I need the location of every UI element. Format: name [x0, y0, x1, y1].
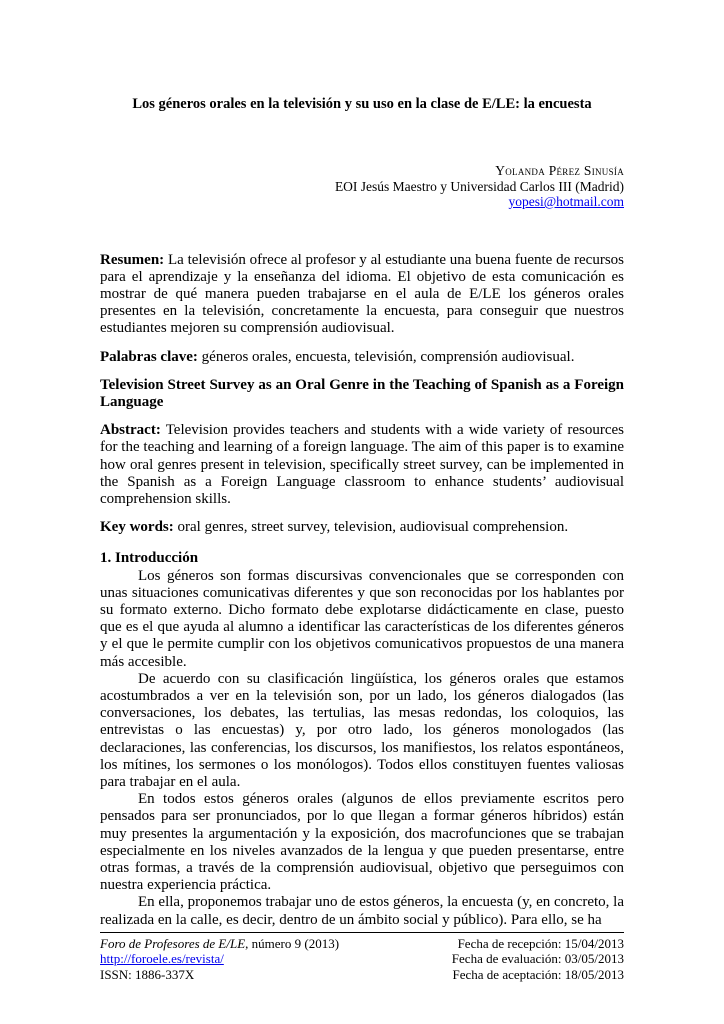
keywords-paragraph: [100, 519, 624, 536]
journal-url: [100, 951, 339, 967]
journal-line: [100, 936, 339, 952]
intro-paragraph-4: En ella, proponemos trabajar uno de estos géneros, la encuesta (y, en concreto, la realizada en la calle, es decir, dentro de un ámbito social y público). Para ello, se ha: [100, 894, 624, 928]
evaluation-date: Fecha de evaluación: 03/05/2013: [451, 951, 624, 966]
abstract-text: Television provides teachers and students with a wide variety of resources for the teaching and learning of a foreign language. The aim of this paper is to examine how oral genres present in television, specifically street survey, can be implemented in the Spanish as a Foreign Language classroom to enhance students’ audiovisual comprehension skills.: [100, 422, 624, 507]
intro-paragraph-3: En todos estos géneros orales (algunos de ellos previamente escritos pero pensados para ser pronunciados, por lo que llegan a formar géneros híbridos) están muy presentes la argumentación y la exposición, dos macrofunciones que se trabajan especialmente en los niveles avanzados de la lengua y que pueden presentarse, entre otras formas, a través de la comprensión audiovisual, objetivo que perseguimos con nuestra experiencia práctica.: [100, 791, 624, 894]
acceptance-date: Fecha de aceptación: 18/05/2013: [452, 966, 624, 982]
section-heading-introduccion: 1. Introducción: [100, 550, 199, 567]
intro-paragraph-1: Los géneros son formas discursivas convencionales que se corresponden con unas situaciones comunicativas diferentes y que son reconocidas por los hablantes por su formato externo. Dicho formato debe explotarse didácticamente en clase, puesto que es el que ayuda al alumno a identificar las características de los diferentes géneros y el que le permite cumplir con los objetivos comunicativos propuestos de una manera más accesible.: [100, 567, 624, 670]
author-block: [100, 163, 624, 210]
page-footer: [100, 932, 624, 983]
footer-journal-info: [100, 936, 339, 983]
journal-url-link[interactable]: http://foroele.es/revista/: [100, 951, 224, 966]
english-title: Television Street Survey as an Oral Genre in the Teaching of Spanish as a Foreign Language: [100, 376, 624, 410]
resumen-label: Resumen:: [100, 251, 165, 268]
palabras-clave-text: géneros orales, encuesta, televisión, comprensión audiovisual.: [201, 348, 575, 365]
author-affiliation: EOI Jesús Maestro y Universidad Carlos III (Madrid): [334, 178, 624, 194]
journal-title: Foro de Profesores de E/LE: [100, 935, 246, 951]
author-name: Yolanda Pérez Sinusía: [495, 163, 624, 178]
issn: ISSN: 1886-337X: [100, 966, 195, 982]
abstract-label: Abstract:: [100, 422, 161, 439]
journal-issue: , número 9 (2013): [245, 935, 340, 951]
reception-date: Fecha de recepción: 15/04/2013: [457, 935, 624, 951]
palabras-clave-label: Palabras clave:: [100, 348, 198, 365]
keywords-label: Key words:: [100, 519, 174, 536]
footer-dates: [452, 936, 624, 983]
author-email-link[interactable]: yopesi@hotmail.com: [508, 194, 624, 209]
resumen-paragraph: [100, 252, 624, 338]
abstract-paragraph: [100, 422, 624, 508]
intro-paragraph-2: De acuerdo con su clasificación lingüística, los géneros orales que estamos acostumbrados a ver en la televisión son, por un lado, los géneros dialogados (las conversaciones, los debates, las tertulias, las mesas redondas, los coloquios, las entrevistas o las encuestas) y, por otro lado, los géneros monologados (las declaraciones, las conferencias, los discursos, los manifiestos, los relatos espontáneos, los mítines, los sermones o los monólogos). Todos ellos constituyen fuentes valiosas para trabajar en el aula.: [100, 670, 624, 790]
author-email: [100, 194, 624, 210]
paper-title: Los géneros orales en la televisión y su uso en la clase de E/LE: la encuesta: [132, 96, 592, 112]
resumen-text: La televisión ofrece al profesor y al estudiante una buena fuente de recursos para el aprendizaje y la enseñanza del idioma. El objetivo de esta comunicación es mostrar de qué manera pueden trabajarse en el aula de E/LE los géneros orales presentes en la televisión, concretamente la encuesta, para conseguir que nuestros estudiantes mejoren su comprensión audiovisual.: [100, 251, 625, 337]
palabras-clave-paragraph: [100, 349, 624, 366]
keywords-text: oral genres, street survey, television, audiovisual comprehension.: [177, 519, 569, 536]
